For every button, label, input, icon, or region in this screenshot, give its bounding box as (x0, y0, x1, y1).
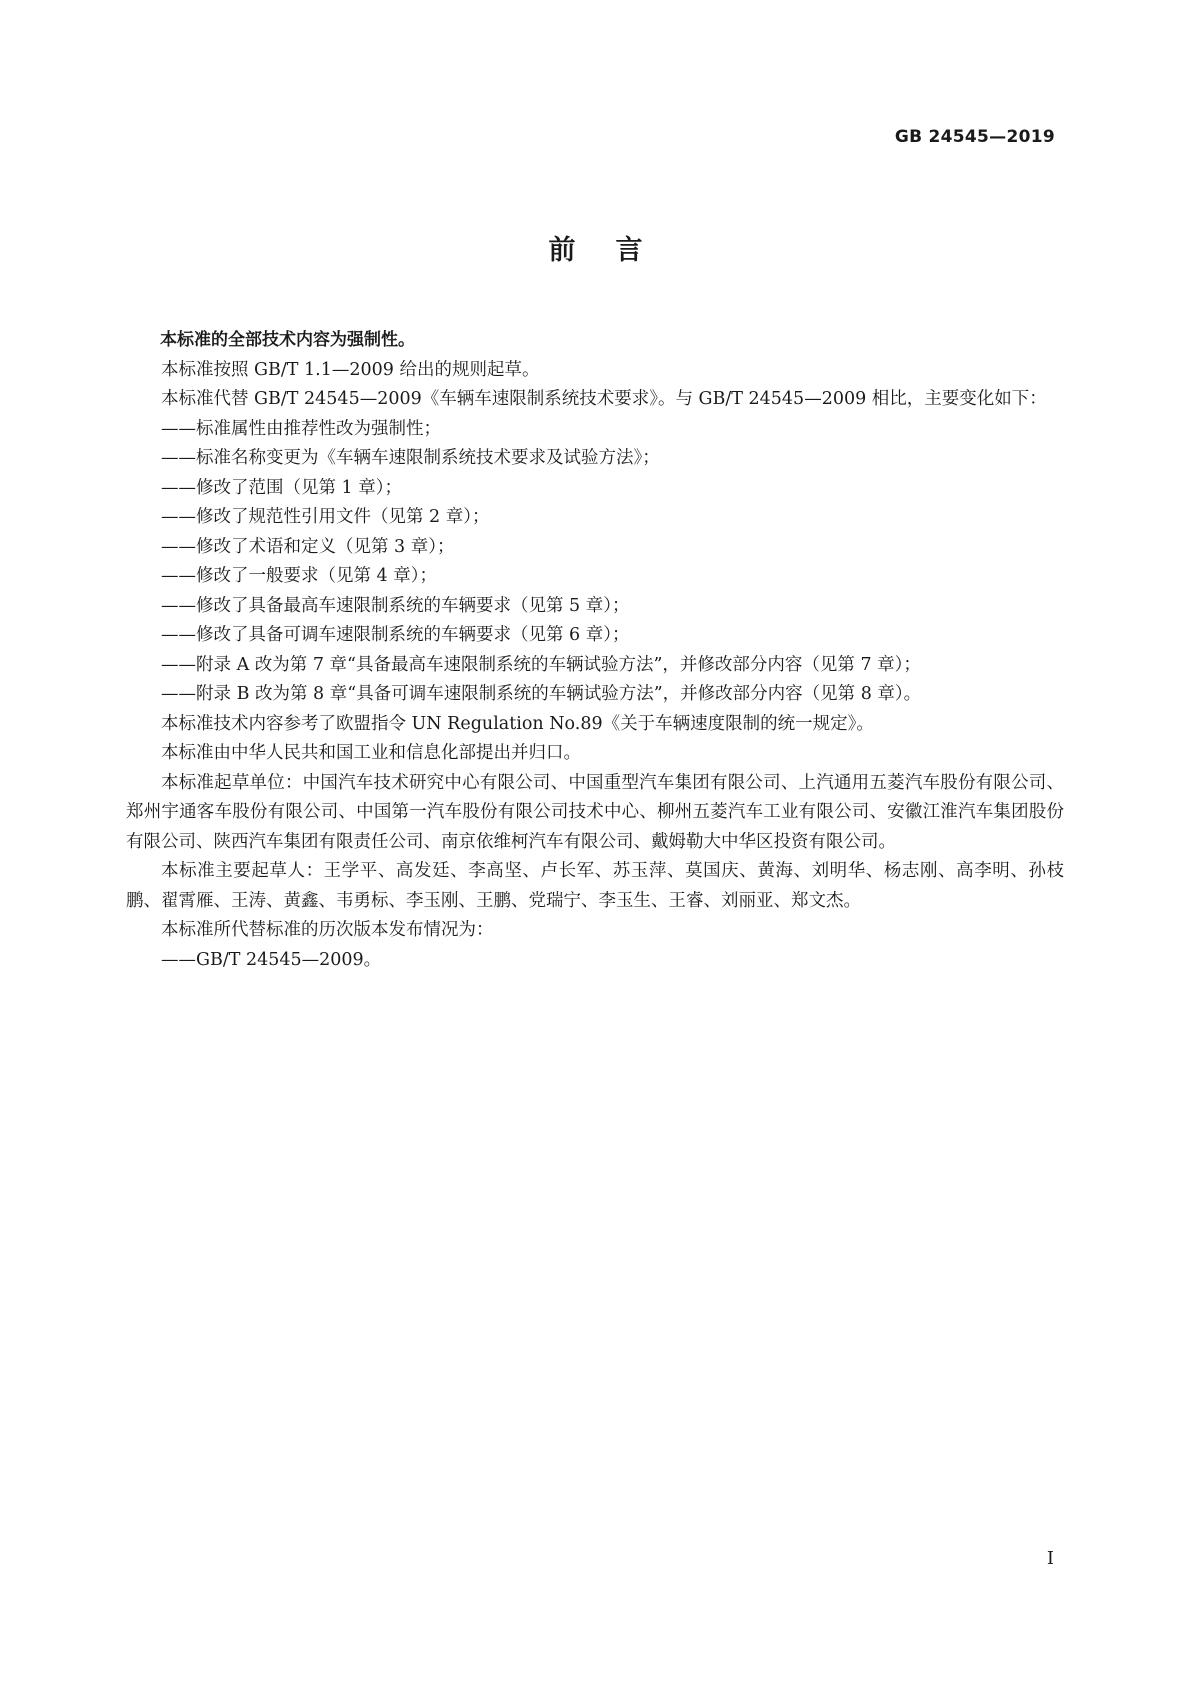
paragraph-replacement: 本标准代替 GB/T 24545—2009《车辆车速限制系统技术要求》。与 GB/T 24545—2009 相比，主要变化如下： (161, 389, 1047, 409)
change-item: ——修改了规范性引用文件（见第 2 章）； (161, 507, 490, 527)
paragraph-history-intro: 本标准所代替标准的历次版本发布情况为： (161, 920, 494, 940)
paragraph-drafting-units: 本标准起草单位：中国汽车技术研究中心有限公司、中国重型汽车集团有限公司、上汽通用五菱汽车股份有限公司、郑州宇通客车股份有限公司、中国第一汽车股份有限公司技术中心、柳州五菱汽车工业有限公司、安徽江淮汽车集团股份有限公司、陕西汽车集团有限责任公司、南京依维柯汽车有限公司、戴姆勒大中华区投资有限公司。 (126, 772, 1064, 852)
paragraph-mandatory: 本标准的全部技术内容为强制性。 (160, 330, 415, 350)
paragraph-drafting-rules: 本标准按照 GB/T 1.1—2009 给出的规则起草。 (161, 359, 540, 380)
change-item: ——附录 B 改为第 8 章“具备可调车速限制系统的车辆试验方法”，并修改部分内容（见第 8 章）。 (161, 684, 922, 704)
paragraph-proposer: 本标准由中华人民共和国工业和信息化部提出并归口。 (161, 743, 581, 763)
paragraph-reference: 本标准技术内容参考了欧盟指令 UN Regulation No.89《关于车辆速度限制的统一规定》。 (161, 713, 874, 734)
change-item: ——修改了范围（见第 1 章）； (161, 477, 403, 498)
change-item: ——修改了具备可调车速限制系统的车辆要求（见第 6 章）； (161, 625, 630, 645)
change-item: ——附录 A 改为第 7 章“具备最高车速限制系统的车辆试验方法”，并修改部分内容（见第 7 章）； (161, 654, 921, 675)
page-title: 前言 (548, 235, 683, 266)
history-item: ——GB/T 24545—2009。 (161, 949, 382, 970)
change-item: ——标准名称变更为《车辆车速限制系统技术要求及试验方法》； (161, 448, 660, 468)
standard-code: GB 24545—2019 (894, 127, 1055, 147)
change-item: ——修改了具备最高车速限制系统的车辆要求（见第 5 章）； (161, 595, 630, 616)
change-item: ——修改了一般要求（见第 4 章）； (161, 566, 438, 586)
page-number: I (1046, 1548, 1054, 1569)
change-item: ——修改了术语和定义（见第 3 章）； (161, 536, 455, 557)
foreword-body (126, 326, 1064, 975)
paragraph-drafters: 本标准主要起草人：王学平、高发廷、李高坚、卢长军、苏玉萍、莫国庆、黄海、刘明华、杨志刚、高李明、孙枝鹏、翟霄雁、王涛、黄鑫、韦勇标、李玉刚、王鹏、党瑞宁、李玉生、王睿、刘丽亚、郑文杰。 (126, 861, 1064, 911)
change-item: ——标准属性由推荐性改为强制性； (161, 418, 441, 439)
